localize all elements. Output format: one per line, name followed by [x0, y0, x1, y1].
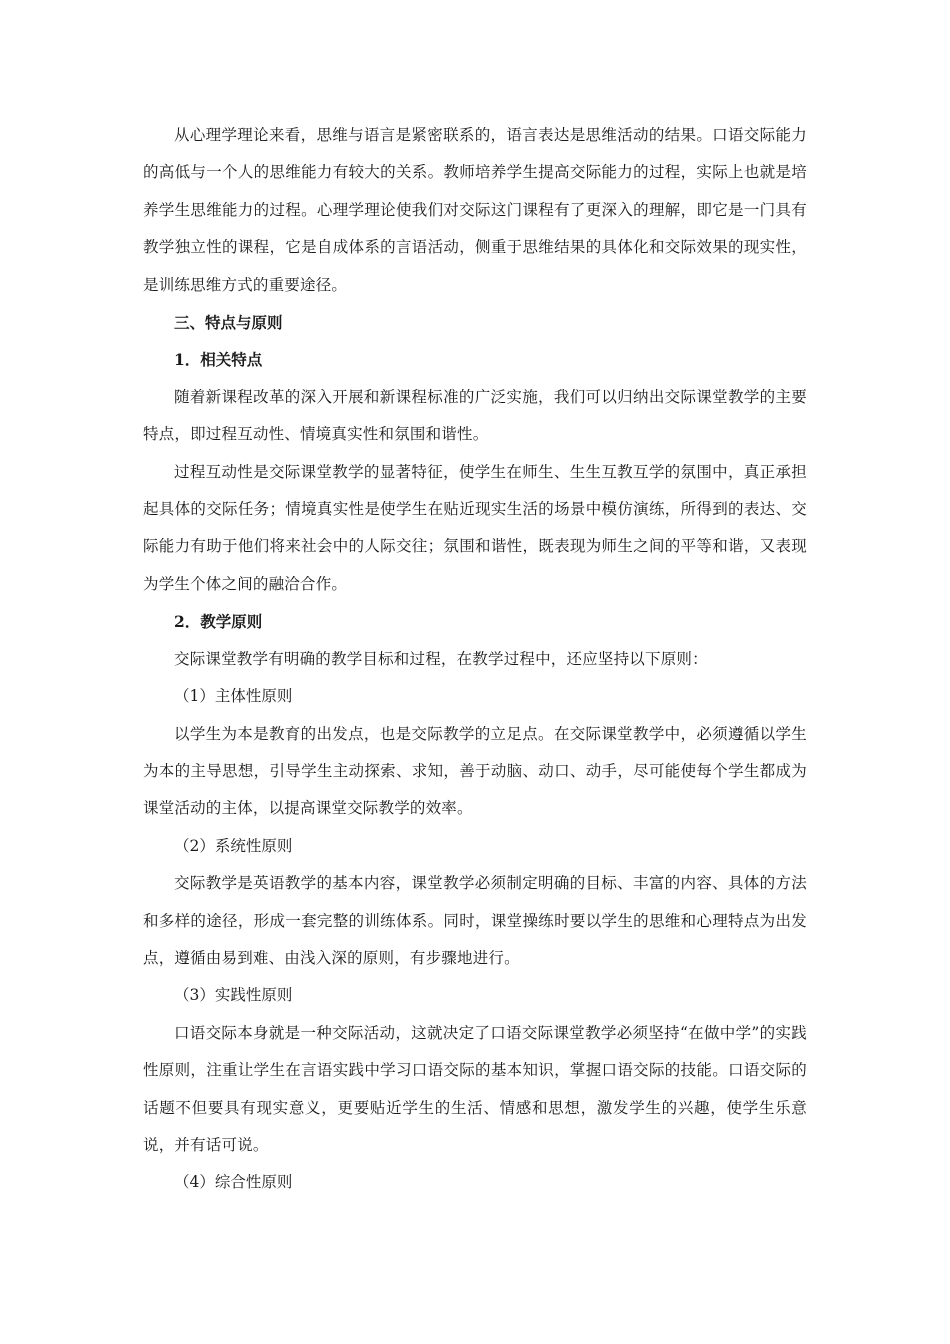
paragraph-subjectivity: 以学生为本是教育的出发点，也是交际教学的立足点。在交际课堂教学中，必须遵循以学生为本的主导思想，引导学生主动探索、求知，善于动脑、动口、动手，尽可能使每个学生都成为课堂活动的主体，以提高课堂交际教学的效率。: [143, 724, 807, 818]
paragraph-main-features: 随着新课程改革的深入开展和新课程标准的广泛实施，我们可以归纳出交际课堂教学的主要特点，即过程互动性、情境真实性和氛围和谐性。: [143, 387, 807, 444]
paragraph-principles-intro: 交际课堂教学有明确的教学目标和过程，在教学过程中，还应坚持以下原则：: [174, 649, 708, 668]
item-heading-systematicness: （2）系统性原则: [174, 836, 293, 855]
subheading-teaching-principles: 2．教学原则: [174, 612, 263, 632]
section-heading-features-principles: 三、特点与原则: [174, 313, 283, 333]
item-heading-comprehensiveness: （4）综合性原则: [174, 1173, 293, 1192]
document-body: [143, 117, 807, 1202]
subheading-related-features: 1．相关特点: [174, 350, 263, 370]
paragraph-psychology-theory: 从心理学理论来看，思维与语言是紧密联系的，语言表达是思维活动的结果。口语交际能力的高低与一个人的思维能力有较大的关系。教师培养学生提高交际能力的过程，实际上也就是培养学生思维能力的过程。心理学理论使我们对交际这门课程有了更深入的理解，即它是一门具有教学独立性的课程，它是自成体系的言语活动，侧重于思维结果的具体化和交际效果的现实性，是训练思维方式的重要途径。: [143, 126, 807, 294]
paragraph-practicality: 口语交际本身就是一种交际活动，这就决定了口语交际课堂教学必须坚持“在做中学”的实践性原则，注重让学生在言语实践中学习口语交际的基本知识，掌握口语交际的技能。口语交际的话题不但要具有现实意义，更要贴近学生的生活、情感和思想，激发学生的兴趣，使学生乐意说，并有话可说。: [143, 1023, 807, 1154]
paragraph-interactivity: 过程互动性是交际课堂教学的显著特征，使学生在师生、生生互教互学的氛围中，真正承担起具体的交际任务；情境真实性是使学生在贴近现实生活的场景中模仿演练，所得到的表达、交际能力有助于他们将来社会中的人际交往；氛围和谐性，既表现为师生之间的平等和谐，又表现为学生个体之间的融洽合作。: [143, 462, 807, 593]
paragraph-systematicness: 交际教学是英语教学的基本内容，课堂教学必须制定明确的目标、丰富的内容、具体的方法和多样的途径，形成一套完整的训练体系。同时，课堂操练时要以学生的思维和心理特点为出发点，遵循由易到难、由浅入深的原则，有步骤地进行。: [143, 874, 807, 967]
item-heading-practicality: （3）实践性原则: [174, 986, 293, 1005]
item-heading-subjectivity: （1）主体性原则: [174, 687, 293, 706]
